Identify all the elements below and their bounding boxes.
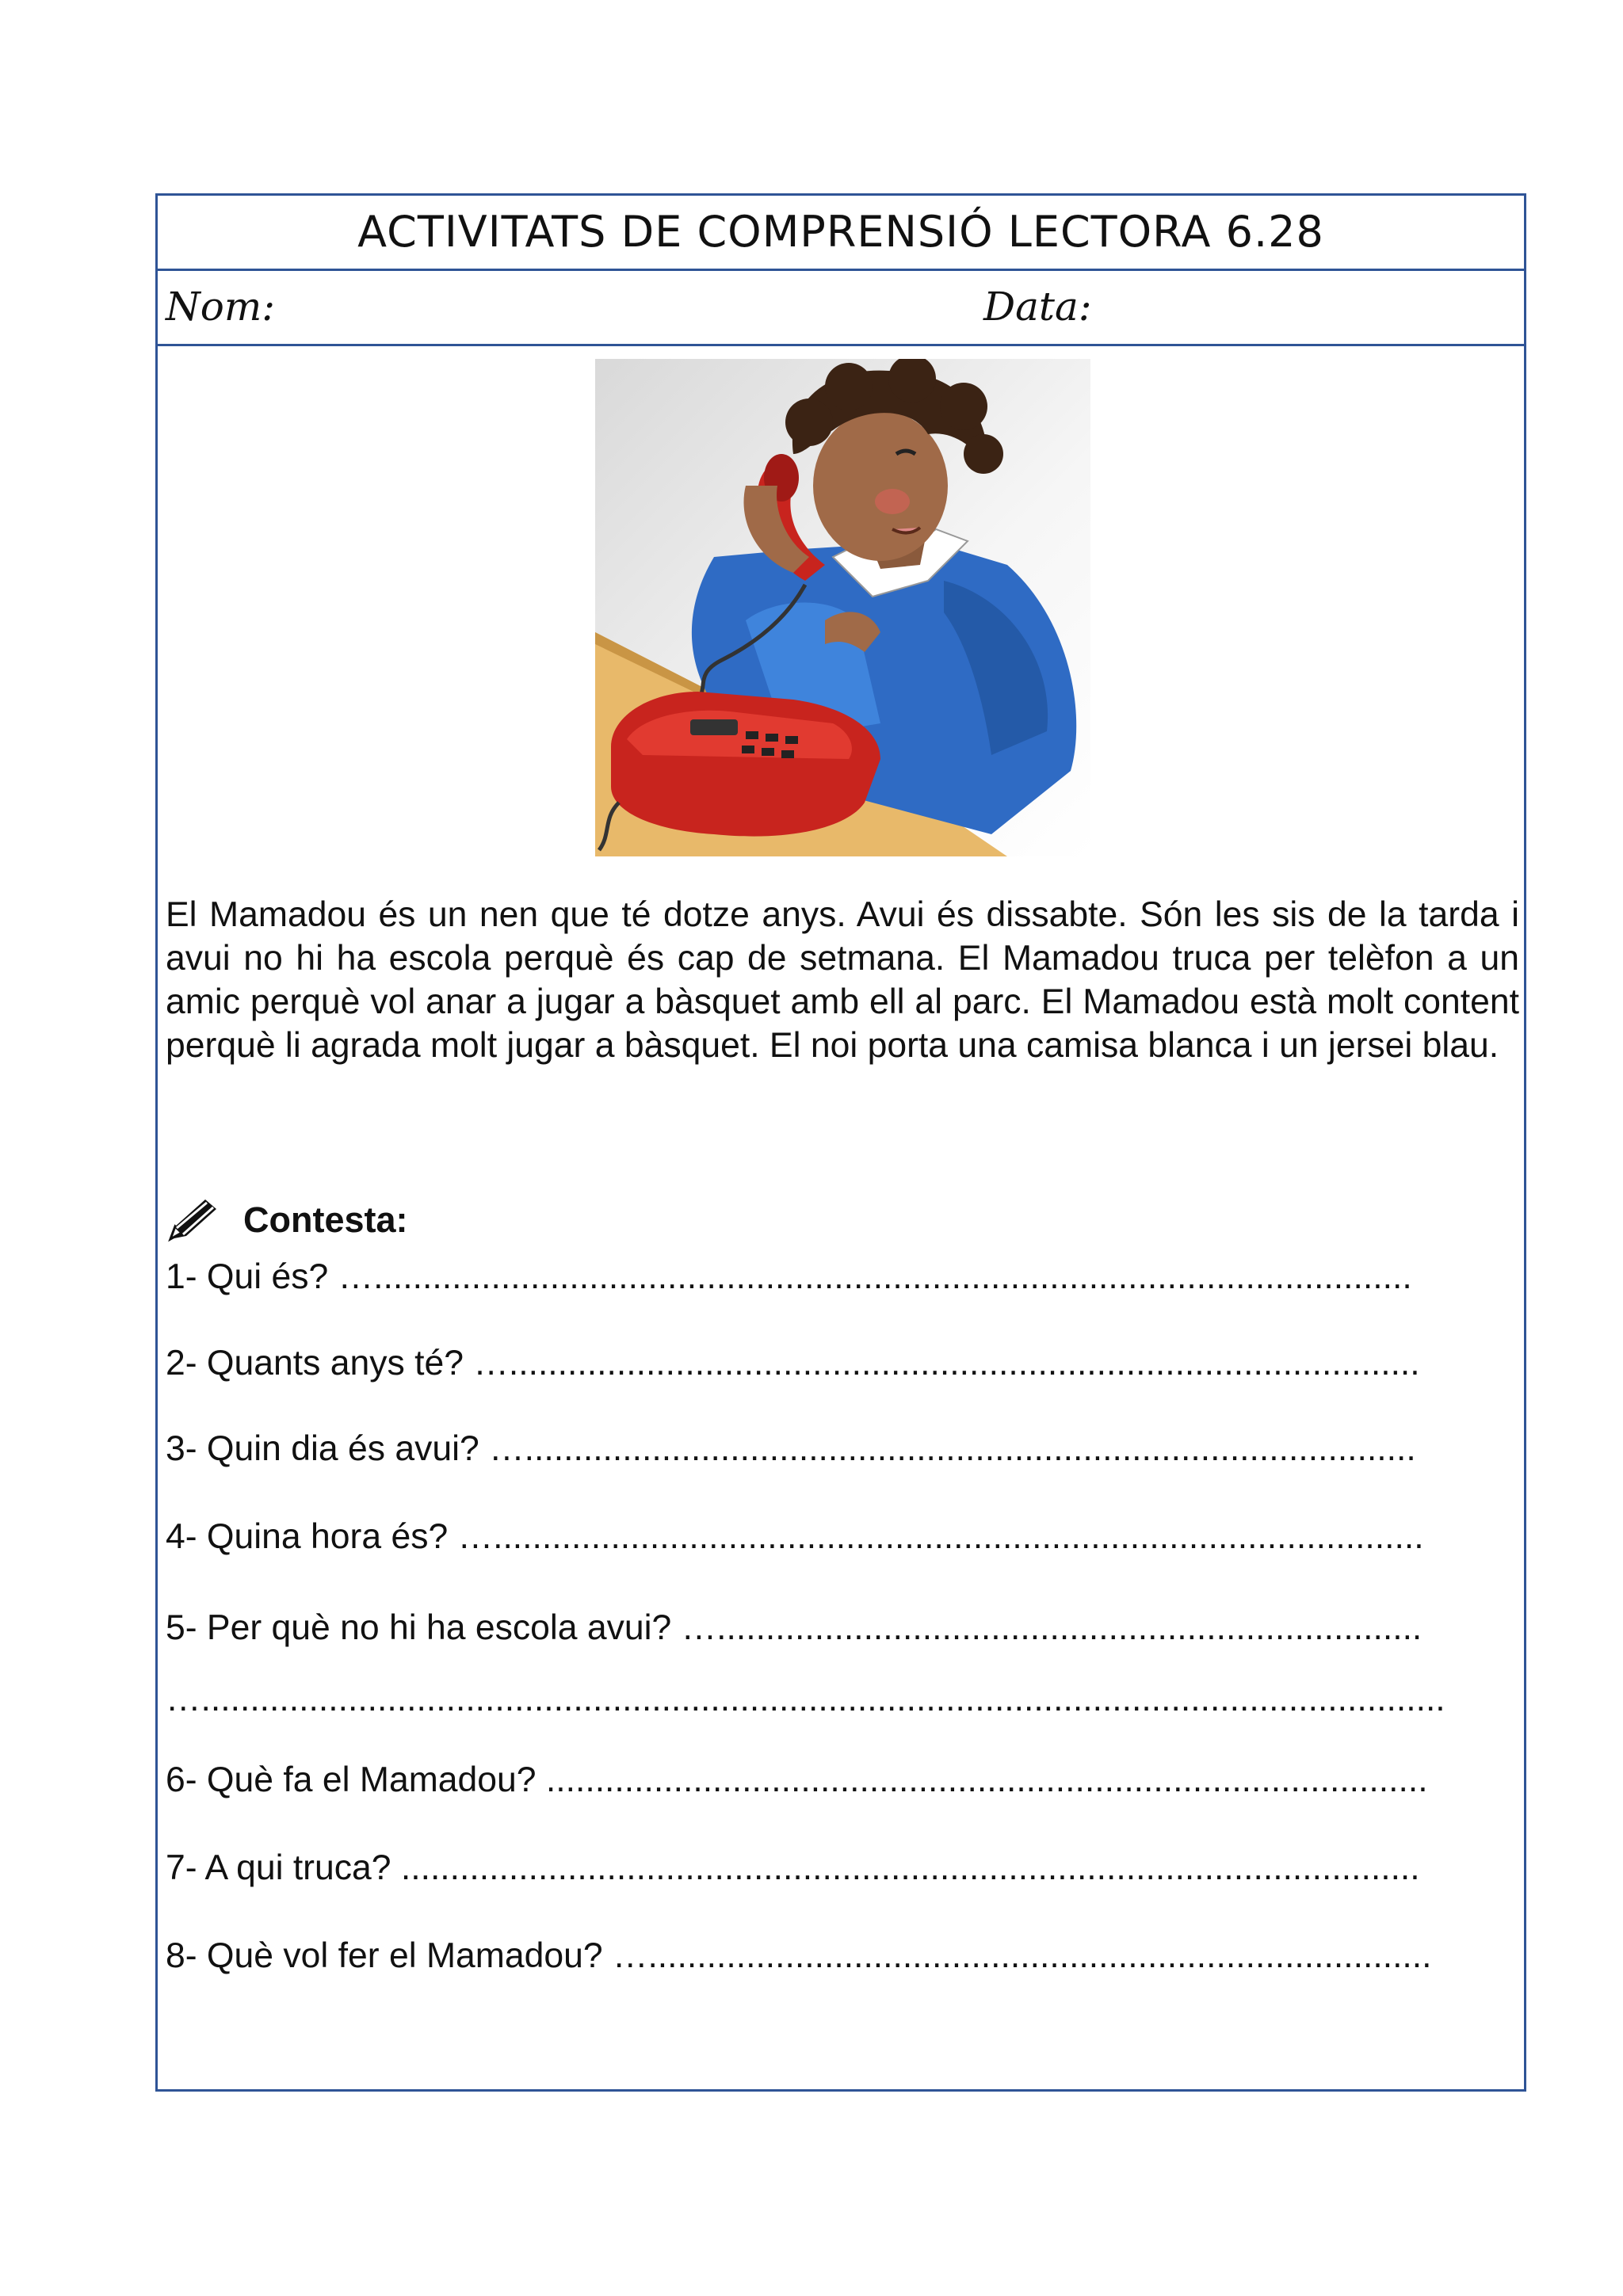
worksheet-frame (155, 193, 1526, 2092)
answer-line-5: …............................................................................................................................... (166, 1680, 1445, 1718)
contesta-heading (166, 1192, 408, 1248)
date-label: Data: (983, 284, 1092, 330)
question-3: 3- Quin dia és avui? …........................................................................................... (166, 1429, 1416, 1468)
pencil-icon (166, 1196, 221, 1244)
question-7: 7- A qui truca? ........................................................................................................ (166, 1848, 1420, 1887)
question-1: 1- Qui és? ….......................................................................................................... (166, 1257, 1412, 1296)
reading-passage: El Mamadou és un nen que té dotze anys. Avui és dissabte. Són les sis de la tarda i avui no hi ha escola perquè és cap de setmana. El Mamadou truca per telèfon a un amic perquè vol anar a jugar a bàsquet amb ell al parc. El Mamadou està molt content perquè li agrada molt jugar a bàsquet. El noi porta una camisa blanca i un jersei blau. (166, 895, 1519, 1065)
question-5: 5- Per què no hi ha escola avui? …........................................................................ (166, 1608, 1423, 1647)
question-4: 4- Quina hora és? …............................................................................................... (166, 1517, 1424, 1556)
name-label: Nom: (166, 284, 276, 330)
boy-on-phone-illustration (595, 359, 1090, 856)
question-6: 6- Què fa el Mamadou? .......................................................................................... (166, 1760, 1428, 1799)
contesta-label: Contesta: (243, 1199, 408, 1240)
name-date-row (158, 271, 1524, 346)
question-8: 8- Què vol fer el Mamadou? …................................................................................ (166, 1936, 1432, 1975)
worksheet-title: ACTIVITATS DE COMPRENSIÓ LECTORA 6.28 (158, 196, 1524, 271)
question-2: 2- Quants anys té? …............................................................................................. (166, 1344, 1420, 1383)
